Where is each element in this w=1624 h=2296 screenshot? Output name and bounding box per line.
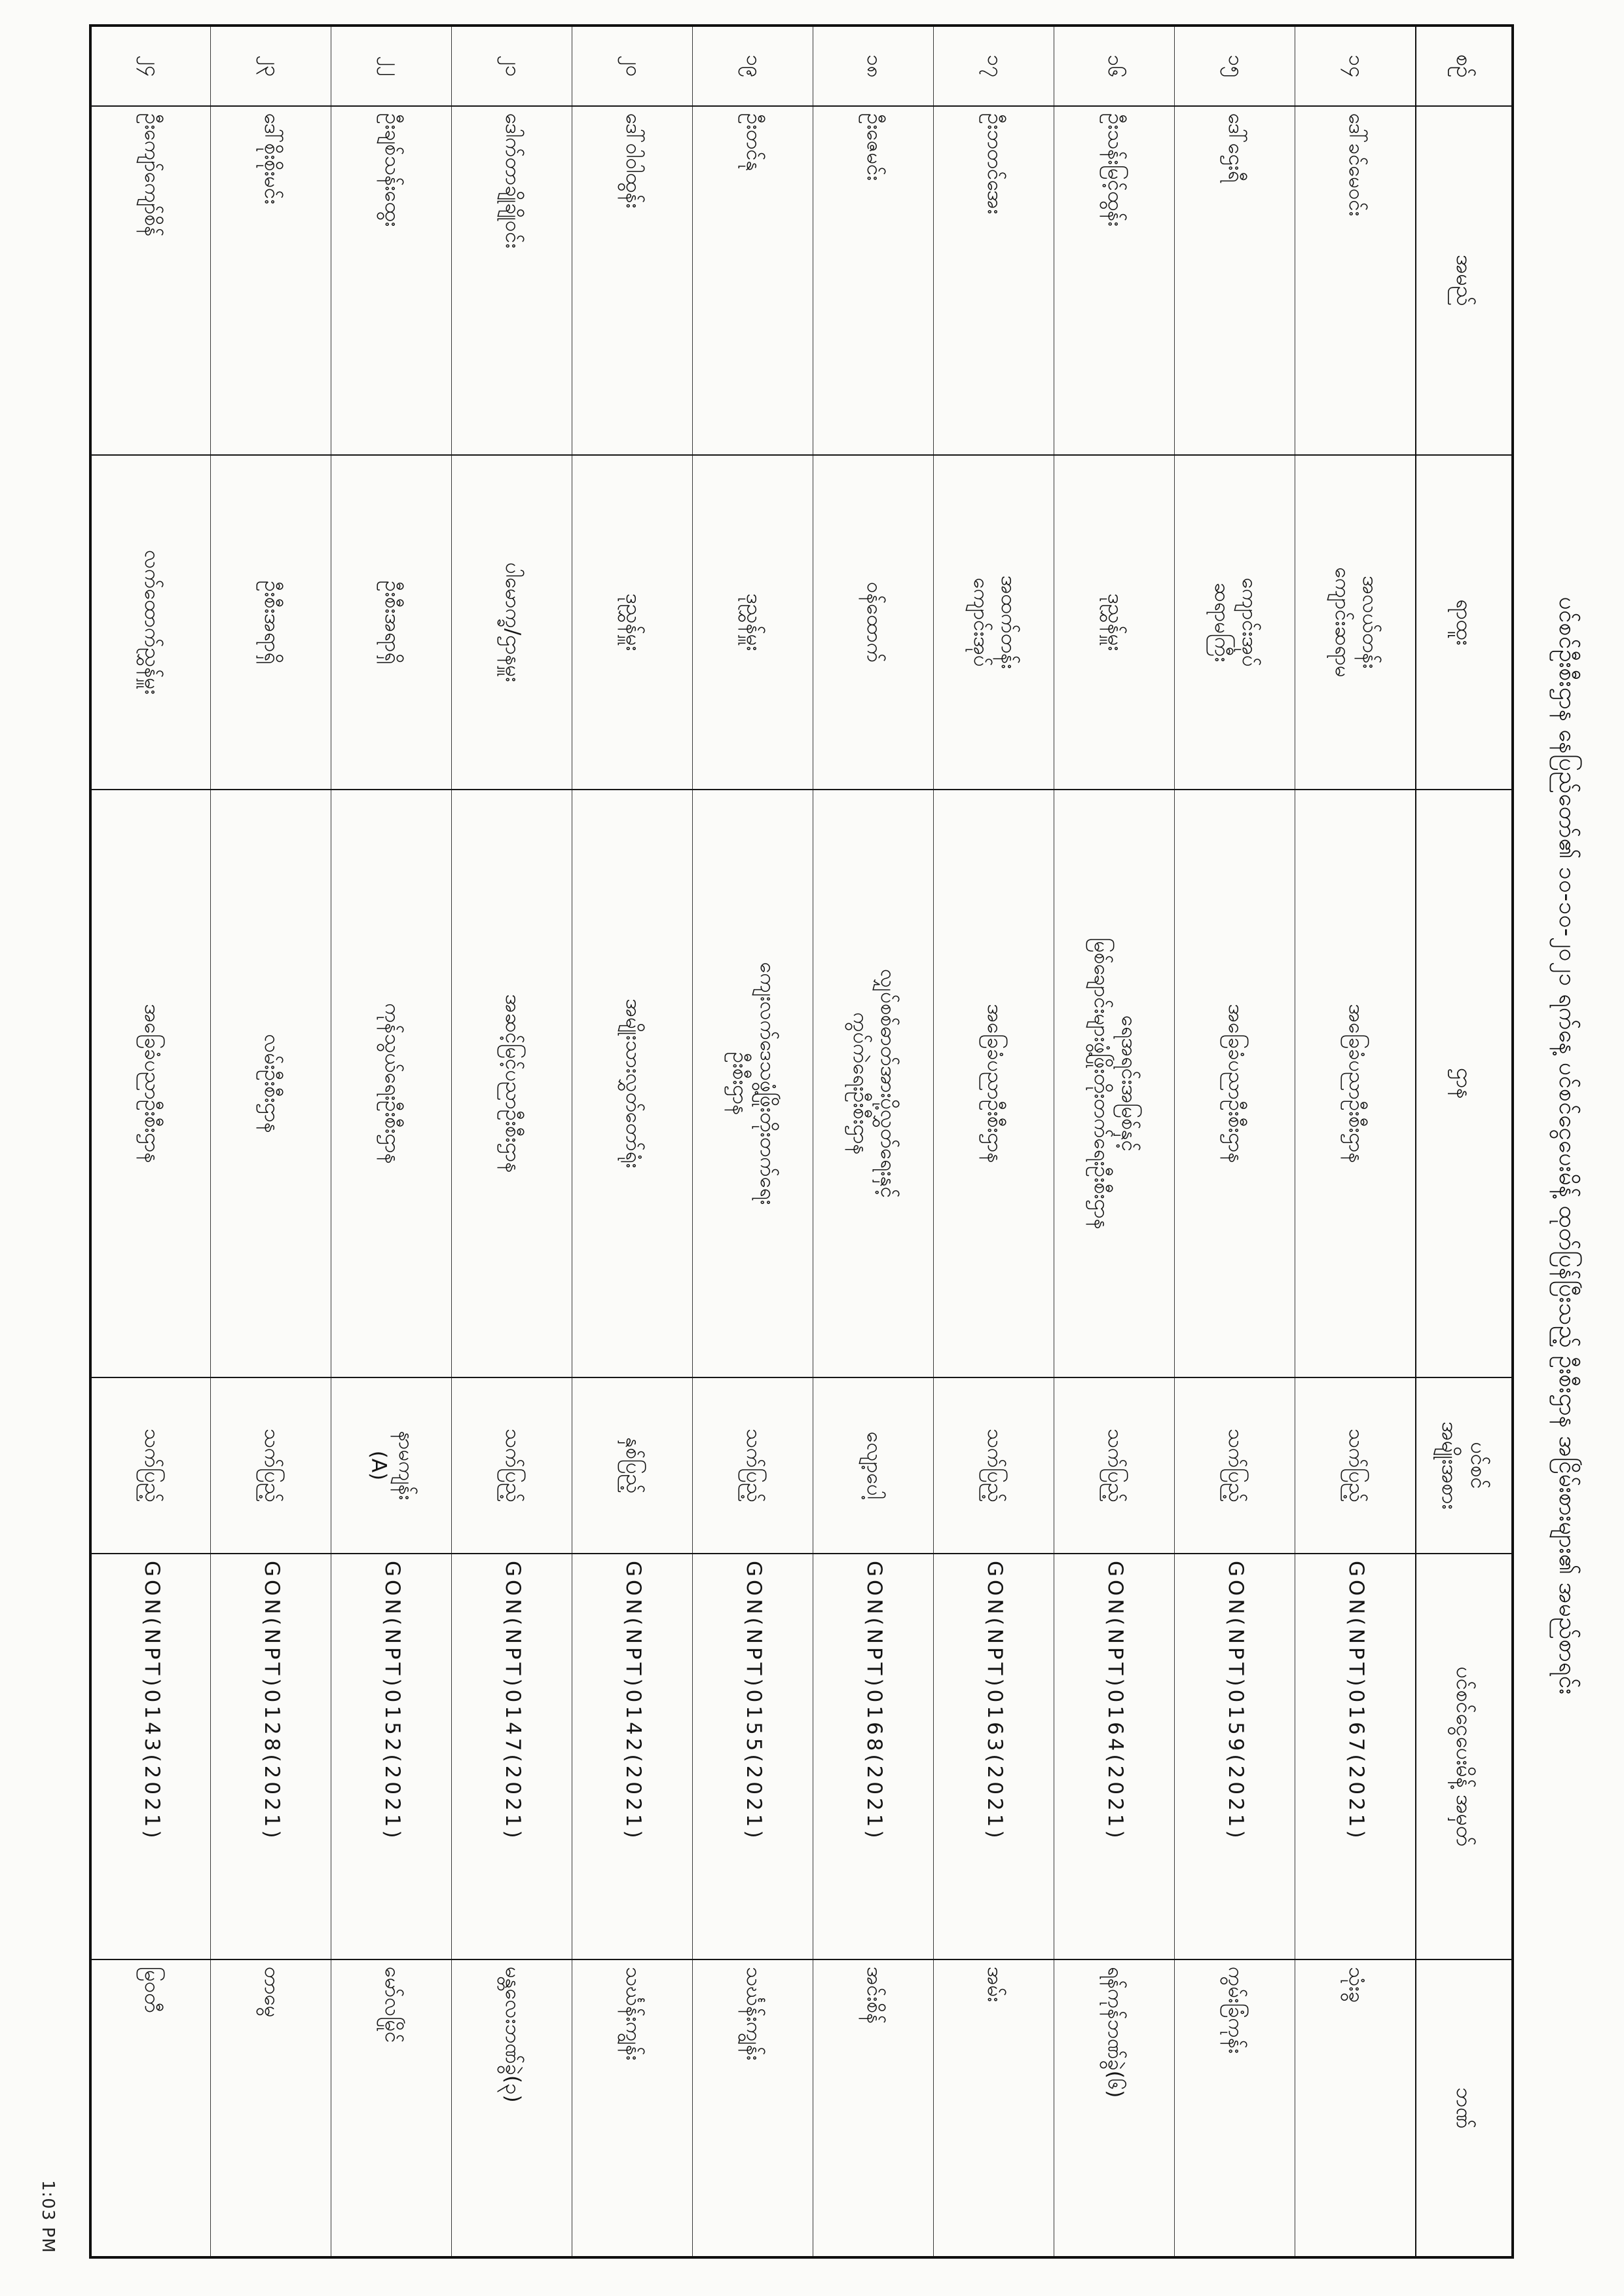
cell-bank: သင်္ဃန်းကျွန်း bbox=[693, 1959, 813, 2257]
cell-serial: ၁၄ bbox=[1295, 26, 1416, 106]
table-row bbox=[1054, 26, 1175, 2257]
cell-name: ဦးတင်နု bbox=[693, 106, 813, 455]
cell-name: ဦးဇေမင်း bbox=[813, 106, 934, 455]
cell-serial: ၁၆ bbox=[1054, 26, 1175, 106]
col-header-department: ဌာန bbox=[1416, 790, 1513, 1377]
cell-bank: ကွမ်းခြံကုန်း bbox=[1175, 1959, 1295, 2257]
cell-order-number: GON(NPT)0147(2021) bbox=[452, 1554, 572, 1959]
table-row bbox=[693, 26, 813, 2257]
cell-order-number: GON(NPT)0143(2021) bbox=[90, 1554, 211, 1959]
cell-order-number: GON(NPT)0152(2021) bbox=[331, 1554, 452, 1959]
table-body bbox=[90, 26, 1416, 2257]
cell-serial: ၁၅ bbox=[1175, 26, 1295, 106]
cell-bank: သုံးခွ bbox=[1295, 1959, 1416, 2257]
cell-serial: ၂၁ bbox=[452, 26, 572, 106]
cell-position: ဒုညွှန်မှူး bbox=[693, 455, 813, 790]
cell-serial: ၂၄ bbox=[90, 26, 211, 106]
cell-pension-type: နာမကျန်း (A) bbox=[331, 1377, 452, 1554]
header-row bbox=[1416, 26, 1513, 2257]
cell-bank: တာမွေ bbox=[211, 1959, 331, 2257]
cell-department: ကျေးလက်ဒေသဖွံ့ဖြိုးတိုးတက်ရေး ဦးစီးဌာန bbox=[693, 790, 813, 1377]
col-header-serial: စဉ် bbox=[1416, 26, 1513, 106]
cell-order-number: GON(NPT)0128(2021) bbox=[211, 1554, 331, 1959]
cell-position: ဦးစီးအရာရှိ bbox=[331, 455, 452, 790]
table-row bbox=[1295, 26, 1416, 2257]
cell-department: အဆင့်မြင့်ပညာဦးစီးဌာန bbox=[452, 790, 572, 1377]
cell-order-number: GON(NPT)0167(2021) bbox=[1295, 1554, 1416, 1959]
col-header-order-number: ပင်စင်ငွေပေးမိန့် အမှတ် bbox=[1416, 1554, 1513, 1959]
cell-position: အထက်တန်း ကျောင်းအုပ် bbox=[934, 455, 1054, 790]
cell-position: ဝန်ထောက် bbox=[813, 455, 934, 790]
cell-department: အခြေခံပညာဦးစီးဌာန bbox=[1175, 790, 1295, 1377]
cell-pension-type: နှစ်ပြည့် bbox=[572, 1377, 693, 1554]
cell-position: ပါမောက္ခ/ဌာနမှူး bbox=[452, 455, 572, 790]
cell-serial: ၂၃ bbox=[211, 26, 331, 106]
cell-bank: မြဝတီ bbox=[90, 1959, 211, 2257]
cell-department: အခြေခံပညာဦးစီးဌာန bbox=[1295, 790, 1416, 1377]
cell-order-number: GON(NPT)0142(2021) bbox=[572, 1554, 693, 1959]
table-row bbox=[331, 26, 452, 2257]
cell-department: အခြေခံပညာဦးစီးဌာန bbox=[934, 790, 1054, 1377]
table-row bbox=[90, 26, 211, 2257]
col-header-bank: ဘဏ် bbox=[1416, 1959, 1513, 2257]
cell-position: ကျောင်းအုပ် ဆရာမကြီး bbox=[1175, 455, 1295, 790]
table-row bbox=[452, 26, 572, 2257]
table-row bbox=[934, 26, 1054, 2257]
cell-bank: အင်းစိန် bbox=[813, 1959, 934, 2257]
cell-order-number: GON(NPT)0163(2021) bbox=[934, 1554, 1054, 1959]
cell-order-number: GON(NPT)0164(2021) bbox=[1054, 1554, 1175, 1959]
cell-serial: ၁၈ bbox=[813, 26, 934, 106]
table-row bbox=[813, 26, 934, 2257]
cell-bank: အမ်း bbox=[934, 1959, 1054, 2257]
cell-position: အလယ်တန်း ကျောင်းဆရာမ bbox=[1295, 455, 1416, 790]
cell-position: ဒုညွှန်မှူး bbox=[1054, 455, 1175, 790]
pension-list-table bbox=[89, 24, 1514, 2259]
cell-bank: ရန်ကုန်ဘဏ်ခွဲ(၆) bbox=[1054, 1959, 1175, 2257]
cell-pension-type: သက်ပြည့် bbox=[693, 1377, 813, 1554]
cell-name: ဒေါ်ဝါဝါထွန်း bbox=[572, 106, 693, 455]
cell-name: ဒေါ်စိုးစိုးမင်း bbox=[211, 106, 331, 455]
table-row bbox=[1175, 26, 1295, 2257]
table-row bbox=[211, 26, 331, 2257]
col-header-pension-type: ပင်စင် အမျိုးအစား bbox=[1416, 1377, 1513, 1554]
cell-position: လက်ထောက်ညွှန်မှူး bbox=[90, 455, 211, 790]
cell-order-number: GON(NPT)0159(2021) bbox=[1175, 1554, 1295, 1959]
cell-bank: မော်လမြိုင် bbox=[331, 1959, 452, 2257]
print-timestamp: 1:03 PM bbox=[38, 2180, 58, 2253]
cell-pension-type: သက်ပြည့် bbox=[211, 1377, 331, 1554]
cell-position: ဒုညွှန်မှူး bbox=[572, 455, 693, 790]
cell-name: ဦးကျော်ကျော်စိန် bbox=[90, 106, 211, 455]
cell-order-number: GON(NPT)0155(2021) bbox=[693, 1554, 813, 1959]
cell-department: လမ်းဦးစီးဌာန bbox=[211, 790, 331, 1377]
cell-serial: ၁၉ bbox=[693, 26, 813, 106]
cell-pension-type: သက်ပြည့် bbox=[1054, 1377, 1175, 1554]
cell-name: ဒေါ်ဌေးရီ bbox=[1175, 106, 1295, 455]
cell-bank: သင်္ဃန်းကျွန်း bbox=[572, 1959, 693, 2257]
cell-pension-type: သက်ပြည့် bbox=[1295, 1377, 1416, 1554]
cell-pension-type: သက်ပြည့် bbox=[1175, 1377, 1295, 1554]
cell-name: ဦးဘတင်အေး bbox=[934, 106, 1054, 455]
table-row bbox=[572, 26, 693, 2257]
cell-name: ဒေါ်ခင်မေဝင်း bbox=[1295, 106, 1416, 455]
cell-position: ဦးစီးအရာရှိ bbox=[211, 455, 331, 790]
cell-pension-type: လျော့ပေါ့ bbox=[813, 1377, 934, 1554]
cell-pension-type: သက်ပြည့် bbox=[452, 1377, 572, 1554]
cell-bank: မန္တလေးဘဏ်ခွဲ(၃) bbox=[452, 1959, 572, 2257]
cell-serial: ၂၀ bbox=[572, 26, 693, 106]
cell-department: ရေအရင်းအမြစ်နှင့် မြစ်ချောင်းများဖွံ့ဖြိုးတိုးတက်ရေးဦးစီးဌာန bbox=[1054, 790, 1175, 1377]
cell-pension-type: သက်ပြည့် bbox=[90, 1377, 211, 1554]
cell-serial: ၂၂ bbox=[331, 26, 452, 106]
cell-name: ဦးချစ်သန်းထွေး bbox=[331, 106, 452, 455]
cell-department: အခြေခံပညာဦးစီးဌာန bbox=[90, 790, 211, 1377]
cell-name: ဦးသန်းမြင့်ထွန်း bbox=[1054, 106, 1175, 455]
cell-order-number: GON(NPT)0168(2021) bbox=[813, 1554, 934, 1959]
cell-serial: ၁၇ bbox=[934, 26, 1054, 106]
rotated-sheet bbox=[26, 0, 1624, 2291]
document-title: ပင်စင်ဦးစီးဌာန နေပြည်တော်၏ ၁၀-၁၀-၂၀၂၁ ရက်နေ့ ပင်စင်ငွေပေးမိန့် ထုတ်ပြန်ပြီးသည့် ဦးစီးဌာန အငြိမ်းစားများ၏ အမည်စာရင်း bbox=[1554, 596, 1580, 1695]
col-header-name: အမည် bbox=[1416, 106, 1513, 455]
cell-department: အမျိုးသားလွှတ်တော်ရုံး bbox=[572, 790, 693, 1377]
cell-name: ဒေါက်တာချိုချိုဝင်း bbox=[452, 106, 572, 455]
cell-pension-type: သက်ပြည့် bbox=[934, 1377, 1054, 1554]
cell-department: လျှပ်စစ်ဓာတ်အားပို့လွှတ်ရေးနှင့် ကွပ်ကဲရေးဦးစီးဌာန bbox=[813, 790, 934, 1377]
col-header-position: ရာထူး bbox=[1416, 455, 1513, 790]
cell-department: ကုန်သွယ်ရေးဦးစီးဌာန bbox=[331, 790, 452, 1377]
